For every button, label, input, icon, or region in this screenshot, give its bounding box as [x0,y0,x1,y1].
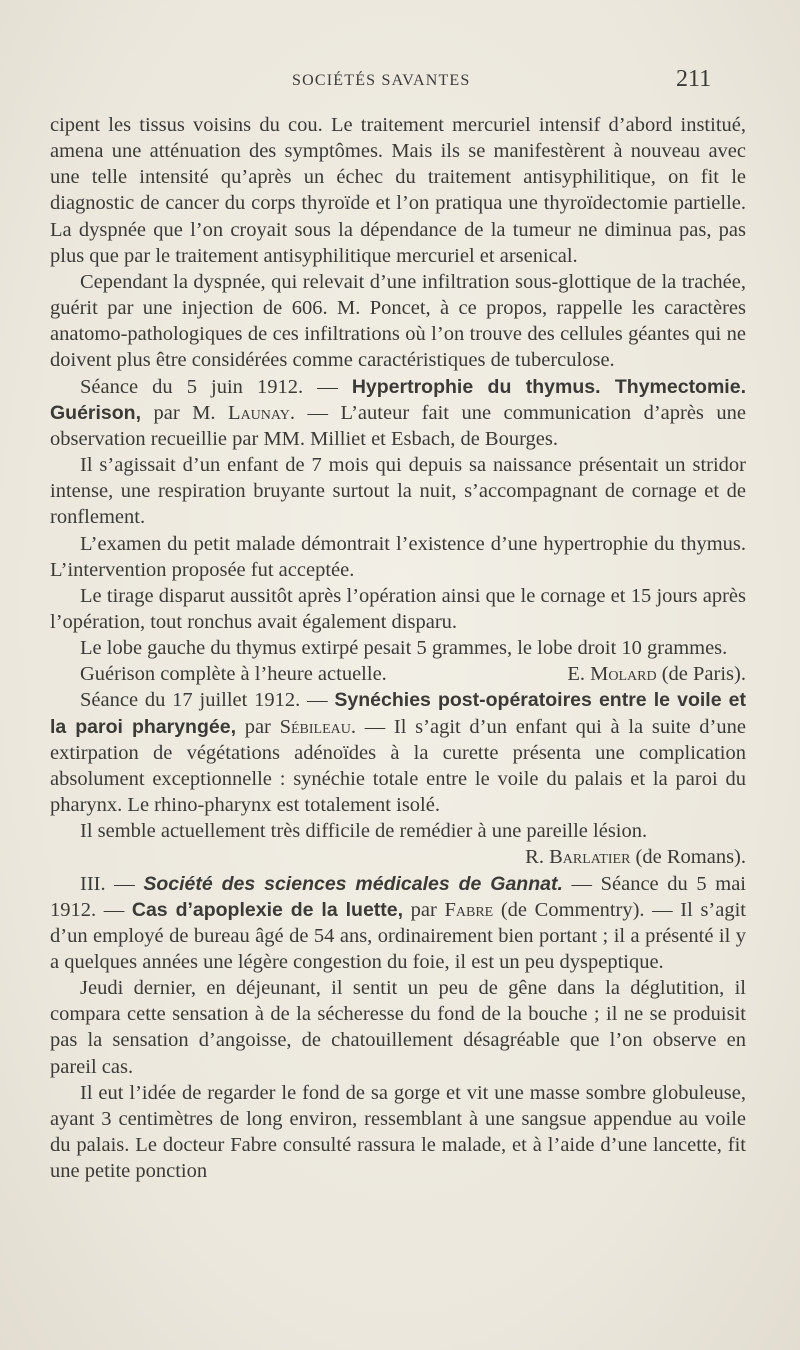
text-run: E. [567,663,591,686]
text-run: Guérison complète à l’heure actuelle. [80,663,387,686]
section-number: III. — [80,872,144,895]
text-run: . — Il s’agit d’un enfant qui à la suite d’une extirpation de végétations adénoïdes à la curette présenta une complication absolument exceptionnelle : synéchie totale entre le voile du palais et la paroi du pharynx. Le rhino-pharynx est totalement isolé. [50,715,746,817]
session-date: Séance du 5 juin 1912. — [80,375,352,398]
text-run: . — L’auteur fait une communication d’après une observation recueillie par MM. Milliet et Esbach, de Bourges. [50,401,746,450]
text-run: Il semble actuellement très difficile de remédier à une pareille lésion. [80,820,648,843]
text-run: (de Commentry). — Il s’agit d’un employé de bureau âgé de 54 ans, ordinairement bien portant ; il a présenté il y a quelques années une légère congestion du foie, il est un peu dyspeptique. [50,898,746,973]
case-title: Hypertrophie du thymus. Thymectomie. Guérison, [50,375,746,424]
paragraph-10 [50,818,746,870]
signature-name: Barlatier [549,846,631,869]
signature [495,844,746,870]
paragraph-6: Le tirage disparut aussitôt après l’opération ainsi que le cornage et 15 jours après l’opération, tout ronchus avait également disparu. [50,584,746,633]
case-title: Cas d’apoplexie de la luette, [131,898,404,921]
paragraph-13: Il eut l’idée de regarder le fond de sa gorge et vit une masse sombre globuleuse, ayant 3 centimètres de long environ, ressemblant à une sangsue appendue au voile du palais. Le docteur Fabre consulté rassura le malade, et à l’aide d’une lancette, fit une petite ponction [50,1081,746,1183]
paragraph-3 [50,374,746,452]
paragraph-2: Cependant la dyspnée, qui relevait d’une infiltration sous-glottique de la trachée, guérit par une injection de 606. M. Poncet, à ce propos, rappelle les caractères anatomo-pathologiques de ces infiltrations où l’on trouve des cellules géantes qui ne doivent plus être considérées comme caractéristiques de tuberculose. [50,270,746,372]
session-date: Séance du 17 juillet 1912. — [80,689,335,712]
paragraph-9 [50,687,746,818]
author-name: Fabre [444,898,494,921]
paragraph-8 [50,661,746,687]
page-number: 211 [676,66,712,92]
paragraph-1: cipent les tissus voisins du cou. Le traitement mercuriel intensif d’abord institué, amena une atténuation des symptômes. Mais ils se manifestèrent à nouveau avec une telle intensité qu’après un échec du traitement antisyphilitique, on fit le diagnostic de cancer du corps thyroïde et l’on pratiqua une thyroïdectomie partielle. La dyspnée que l’on croyait sous la dépendance de la tumeur ne diminua pas, pas plus que par le traitement antisyphilitique mercuriel et arsenical. [50,114,746,267]
text-run: R. [525,846,550,869]
text-run: (de Romans). [630,846,746,869]
author-name: Sébileau [279,715,351,738]
running-head: SOCIÉTÉS SAVANTES [292,72,471,89]
signature [537,661,746,687]
text-run: par M. [141,401,229,424]
case-title: Synéchies post-opératoires entre le voile et la paroi pharyngée, [50,689,747,738]
session-date: — Séance du 5 mai 1912. — [50,872,746,921]
author-name: Launay [228,401,290,424]
text-run: (de Paris). [656,663,746,686]
body-text [50,112,746,1184]
signature-name: Molard [590,663,657,686]
text-run: par [235,715,280,738]
paragraph-11 [50,871,746,976]
text-run: par [403,898,445,921]
page-header [0,62,800,102]
society-name: Société des sciences médicales de Gannat. [143,872,563,895]
paragraph-12: Jeudi dernier, en déjeunant, il sentit un peu de gêne dans la déglutition, il compara cette sensation à de la sécheresse du fond de la bouche ; il ne se produisit pas la sensation d’angoisse, de chatouillement désagréable que l’on observe en pareil cas. [50,977,746,1078]
paragraph-5: L’examen du petit malade démontrait l’existence d’une hypertrophie du thymus. L’intervention proposée fut acceptée. [50,532,746,581]
paragraph-7: Le lobe gauche du thymus extirpé pesait 5 grammes, le lobe droit 10 grammes. [80,637,728,660]
paragraph-4: Il s’agissait d’un enfant de 7 mois qui depuis sa naissance présentait un stridor intense, une respiration bruyante surtout la nuit, s’accompagnant de cornage et de ronflement. [50,454,746,529]
